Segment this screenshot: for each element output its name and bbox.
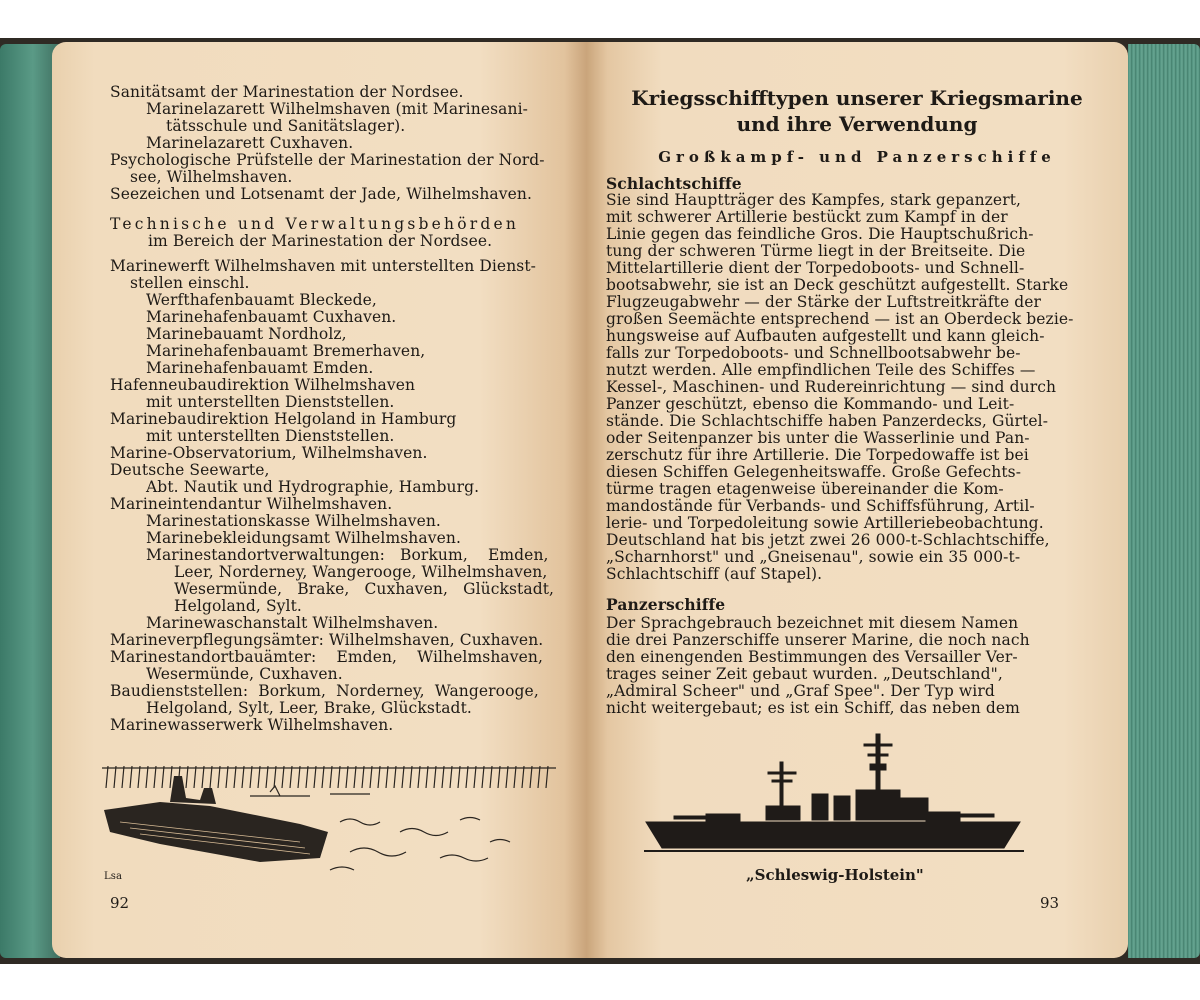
text-line: Marineintendantur Wilhelmshaven. bbox=[110, 495, 393, 513]
text-line: Abt. Nautik und Hydrographie, Hamburg. bbox=[146, 478, 480, 496]
text-line: „Scharnhorst" und „Gneisenau", sowie ein 35 000-t- bbox=[606, 548, 1021, 566]
text-line: den einengenden Bestimmungen des Versailler Ver- bbox=[606, 648, 1018, 666]
text-line: bootsabwehr, sie ist an Deck geschützt aufgestellt. Starke bbox=[606, 276, 1069, 294]
text-line: mandostände für Verbands- und Schiffsführung, Artil- bbox=[606, 497, 1035, 515]
text-line: hungsweise auf Aufbauten aufgestellt und kann gleich- bbox=[606, 327, 1045, 345]
text-line: großen Seemächte entsprechend — ist an Oberdeck bezie- bbox=[606, 310, 1074, 328]
page-number: 92 bbox=[110, 894, 130, 912]
right-page bbox=[586, 42, 1128, 958]
text-line: Deutsche Seewarte, bbox=[110, 461, 270, 479]
section-title-panzerschiffe: Panzerschiffe bbox=[606, 595, 726, 614]
text-line: Baudienststellen: Borkum, Norderney, Wangerooge, bbox=[110, 682, 539, 700]
text-line: stände. Die Schlachtschiffe haben Panzerdecks, Gürtel- bbox=[606, 412, 1049, 430]
text-line: diesen Schiffen Gelegenheitswaffe. Große Gefechts- bbox=[606, 463, 1022, 481]
text-line: Schlachtschiff (auf Stapel). bbox=[606, 565, 823, 583]
text-line: mit unterstellten Dienststellen. bbox=[146, 393, 395, 411]
text-line: „Admiral Scheer" und „Graf Spee". Der Typ wird bbox=[606, 682, 995, 700]
right-page-edges bbox=[1128, 44, 1200, 958]
text-line: Marineverpflegungsämter: Wilhelmshaven, Cuxhaven. bbox=[110, 631, 544, 649]
text-line: Kessel-, Maschinen- und Rudereinrichtung — sind durch bbox=[606, 378, 1057, 396]
text-line: nutzt werden. Alle empfindlichen Teile des Schiffes — bbox=[606, 361, 1036, 379]
section-heading: Technische und Verwaltungsbehörden bbox=[110, 215, 520, 233]
text-line: Hafenneubaudirektion Wilhelmshaven bbox=[110, 376, 416, 394]
text-line: zerschutz für ihre Artillerie. Die Torpedowaffe ist bei bbox=[606, 446, 1029, 464]
section-heading-sub: im Bereich der Marinestation der Nordsee. bbox=[148, 232, 493, 250]
text-line: Marinewasserwerk Wilhelmshaven. bbox=[110, 716, 394, 734]
left-cover-edge bbox=[0, 44, 60, 958]
text-line: Helgoland, Sylt, Leer, Brake, Glückstadt. bbox=[146, 699, 472, 717]
text-line: Marinestandortbauämter: Emden, Wilhelmshaven, bbox=[110, 648, 543, 666]
text-line: Marinewerft Wilhelmshaven mit unterstellten Dienst- bbox=[110, 257, 537, 275]
text-line: Psychologische Prüfstelle der Marinestation der Nord- bbox=[110, 151, 545, 169]
text-line: trages seiner Zeit gebaut wurden. „Deutschland", bbox=[606, 665, 1003, 683]
text-line: Werfthafenbauamt Bleckede, bbox=[146, 291, 377, 309]
text-line: Sie sind Hauptträger des Kampfes, stark gepanzert, bbox=[606, 191, 1022, 209]
text-line: türme tragen etagenweise übereinander die Kom- bbox=[606, 480, 1004, 498]
text-line: Helgoland, Sylt. bbox=[174, 597, 302, 615]
text-line: Der Sprachgebrauch bezeichnet mit diesem Namen bbox=[606, 614, 1019, 632]
illustration-caption: „Schleswig-Holstein" bbox=[746, 866, 924, 884]
text-line: Marinehafenbauamt Emden. bbox=[146, 359, 374, 377]
text-line: Marine-Observatorium, Wilhelmshaven. bbox=[110, 444, 428, 462]
text-line: Marinelazarett Wilhelmshaven (mit Marinesani- bbox=[146, 100, 528, 118]
page-number: 93 bbox=[1040, 894, 1060, 912]
text-line: stellen einschl. bbox=[130, 274, 250, 292]
battleship-sketch-illustration bbox=[100, 762, 556, 882]
text-line: tätsschule und Sanitätslager). bbox=[166, 117, 406, 135]
text-line: Leer, Norderney, Wangerooge, Wilhelmshaven, bbox=[174, 563, 548, 581]
text-line: Marinehafenbauamt Bremerhaven, bbox=[146, 342, 426, 360]
text-line: Marinewaschanstalt Wilhelmshaven. bbox=[146, 614, 439, 632]
text-line: Sanitätsamt der Marinestation der Nordsee. bbox=[110, 83, 464, 101]
text-line: Marinebekleidungsamt Wilhelmshaven. bbox=[146, 529, 461, 547]
text-line: Deutschland hat bis jetzt zwei 26 000-t-Schlachtschiffe, bbox=[606, 531, 1050, 549]
text-line: tung der schweren Türme liegt in der Breitseite. Die bbox=[606, 242, 1026, 260]
text-line: lerie- und Torpedoleitung sowie Artilleriebeobachtung. bbox=[606, 514, 1044, 532]
page-subtitle: Großkampf- und Panzerschiffe bbox=[658, 148, 1056, 166]
text-line: falls zur Torpedoboots- und Schnellbootsabwehr be- bbox=[606, 344, 1021, 362]
text-line: Marinestandortverwaltungen: Borkum, Emden, bbox=[146, 546, 549, 564]
text-line: mit schwerer Artillerie bestückt zum Kampf in der bbox=[606, 208, 1008, 226]
text-line: nicht weitergebaut; es ist ein Schiff, das neben dem bbox=[606, 699, 1020, 717]
text-line: Seezeichen und Lotsenamt der Jade, Wilhelmshaven. bbox=[110, 185, 533, 203]
page-title: Kriegsschifftypen unserer Kriegsmarine bbox=[631, 86, 1083, 110]
text-line: Marinestationskasse Wilhelmshaven. bbox=[146, 512, 441, 530]
text-line: Marinelazarett Cuxhaven. bbox=[146, 134, 354, 152]
ship-silhouette-illustration bbox=[644, 728, 1024, 858]
text-line: Wesermünde, Brake, Cuxhaven, Glückstadt, bbox=[174, 580, 555, 598]
text-line: oder Seitenpanzer bis unter die Wasserlinie und Pan- bbox=[606, 429, 1030, 447]
text-line: Linie gegen das feindliche Gros. Die Hauptschußrich- bbox=[606, 225, 1034, 243]
page-title-line2: und ihre Verwendung bbox=[736, 112, 978, 136]
text-line: Panzer geschützt, ebenso die Kommando- und Leit- bbox=[606, 395, 1015, 413]
text-line: Marinebauamt Nordholz, bbox=[146, 325, 347, 343]
text-line: Flugzeugabwehr — der Stärke der Luftstreitkräfte der bbox=[606, 293, 1042, 311]
left-page bbox=[52, 42, 586, 958]
text-line: Marinebaudirektion Helgoland in Hamburg bbox=[110, 410, 457, 428]
text-line: Wesermünde, Cuxhaven. bbox=[146, 665, 343, 683]
section-title-schlachtschiffe: Schlachtschiffe bbox=[606, 174, 742, 193]
artist-signature: Lsa bbox=[104, 871, 123, 882]
text-line: Mittelartillerie dient der Torpedoboots- und Schnell- bbox=[606, 259, 1025, 277]
text-line: mit unterstellten Dienststellen. bbox=[146, 427, 395, 445]
text-line: die drei Panzerschiffe unserer Marine, die noch nach bbox=[606, 631, 1030, 649]
text-line: Marinehafenbauamt Cuxhaven. bbox=[146, 308, 397, 326]
text-line: see, Wilhelmshaven. bbox=[130, 168, 293, 186]
